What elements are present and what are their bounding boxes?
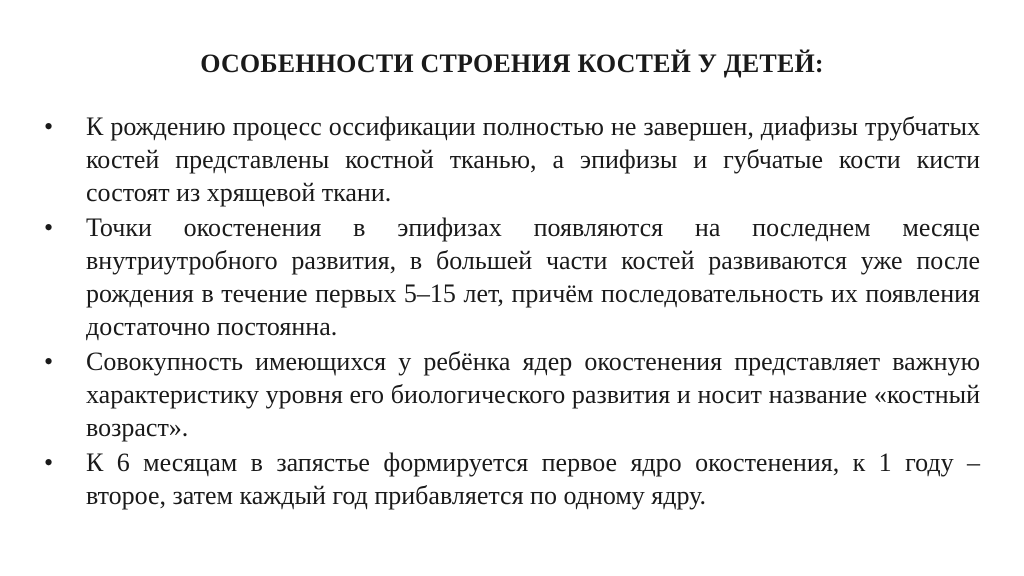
bullet-item <box>40 110 980 209</box>
bullet-item <box>40 446 980 512</box>
bullet-icon: • <box>44 213 54 242</box>
bullet-text: Точки окостенения в эпифизах появляются на последнем месяце внутриутробного развития, в большей части костей развиваются уже после рождения в течение первых 5–15 лет, причём последовательность их появления достаточно постоянна. <box>86 213 980 341</box>
bullet-icon: • <box>44 448 54 477</box>
bullet-icon: • <box>44 112 54 141</box>
bullet-text: Совокупность имеющихся у ребёнка ядер окостенения представляет важную характеристику уровня его биологического развития и носит название «костный возраст». <box>86 347 980 442</box>
bullet-text: К 6 месяцам в запястье формируется первое ядро окостенения, к 1 году – второе, затем каждый год прибавляется по одному ядру. <box>86 448 980 510</box>
bullet-text: К рождению процесс оссификации полностью не завершен, диафизы трубчатых костей представлены костной тканью, а эпифизы и губчатые кости кисти состоят из хрящевой ткани. <box>86 112 980 207</box>
bullet-item <box>40 211 980 343</box>
slide-title: ОСОБЕННОСТИ СТРОЕНИЯ КОСТЕЙ У ДЕТЕЙ: <box>200 49 824 78</box>
bullet-icon: • <box>44 347 54 376</box>
bullet-item <box>40 345 980 444</box>
bullet-list <box>40 110 980 514</box>
